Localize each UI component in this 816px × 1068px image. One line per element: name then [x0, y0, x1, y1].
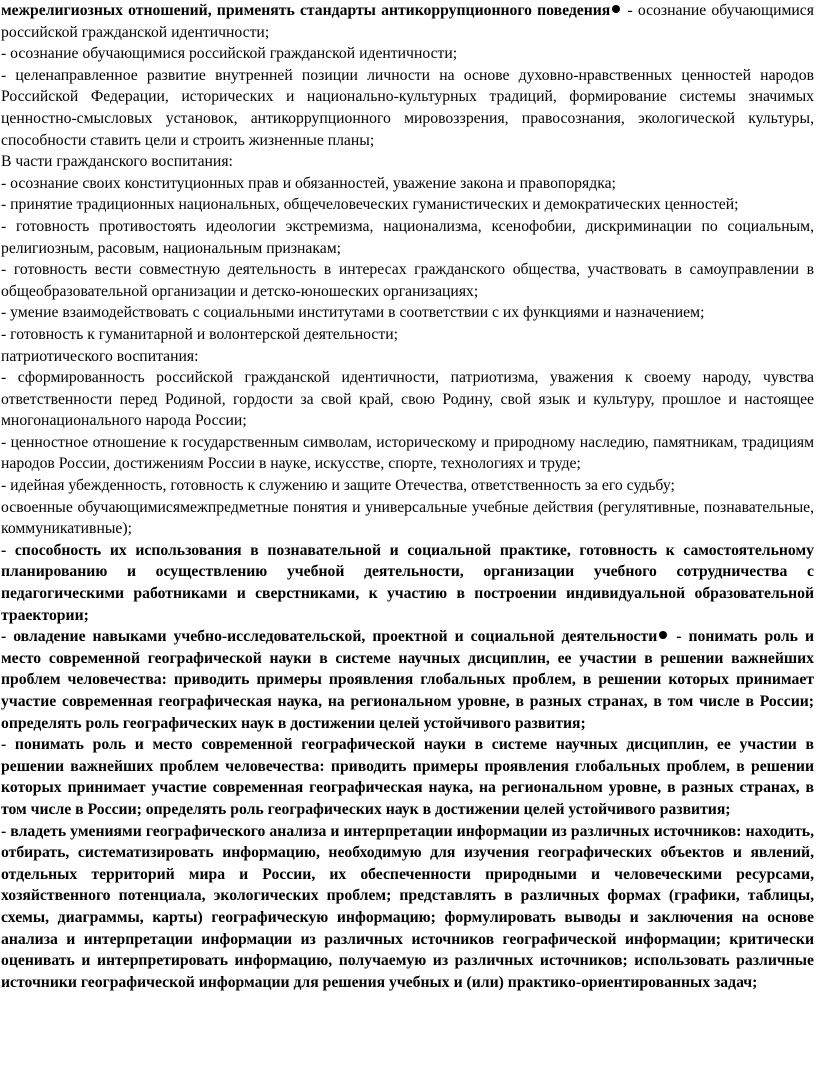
paragraph-text: межрелигиозных отношений, применять стандарты антикоррупционного поведения	[1, 2, 611, 19]
paragraph-text: - сформированность российской гражданской идентичности, патриотизма, уважения к своему народу, чувства ответственности перед Родиной, гордости за свой край, свою Родину, свой язык и культуру, прошлое и настоящее многонационального народа России;	[1, 369, 814, 430]
paragraph-text: - осознание обучающимися российской гражданской идентичности;	[1, 2, 814, 41]
paragraph	[1, 497, 814, 540]
paragraph	[1, 324, 814, 346]
paragraph	[1, 43, 814, 65]
paragraph	[1, 734, 814, 820]
paragraph	[1, 626, 814, 734]
paragraph-text: - целенаправленное развитие внутренней позиции личности на основе духовно-нравственных ценностей народов Российской Федерации, исторических и национально-культурных традиций, формирование системы значимых ценностно-смысловых установок, антикоррупционного мировоззрения, правосознания, экологической культуры, способности ставить цели и строить жизненные планы;	[1, 66, 814, 149]
paragraph	[1, 194, 814, 216]
bullet-dot-icon	[659, 631, 667, 639]
paragraph	[1, 151, 814, 173]
bullet-dot-icon	[612, 5, 620, 13]
paragraph-text: - владеть умениями географического анализа и интерпретации информации из различных источников: находить, отбирать, систематизировать информацию, необходимую для изучения географических объектов и явлений, отдельных территорий мира и России, их обеспеченности природными и человеческими ресурсами, хозяйственного потенциала, экологических проблем; представлять в различных формах (графики, таблицы, схемы, диаграммы, карты) географическую информацию; формулировать выводы и заключения на основе анализа и интерпретации информации из различных источников географической информации; критически оценивать и интерпретировать информацию, получаемую из различных источников; использовать различные источники географической информации для решения учебных и (или) практико-ориентированных задач;	[1, 822, 814, 991]
paragraph	[1, 475, 814, 497]
paragraph	[1, 173, 814, 195]
paragraph-text: - осознание обучающимися российской гражданской идентичности;	[1, 45, 458, 63]
paragraph	[1, 259, 814, 302]
paragraph-text: - ценностное отношение к государственным символам, историческому и природному наследию, памятникам, традициям народов России, достижениям России в науке, искусстве, спорте, технологиях и труде;	[1, 433, 814, 473]
paragraph-text: - умение взаимодействовать с социальными институтами в соответствии с их функциями и назначением;	[1, 304, 705, 322]
paragraph-text: - способность их использования в познавательной и социальной практике, готовность к самостоятельному планированию и осуществлению учебной деятельности, организации учебного сотрудничества с педагогическими работниками и сверстниками, к участию в построении индивидуальной образовательной траектории;	[1, 541, 814, 624]
paragraph	[1, 432, 814, 475]
paragraph-text: освоенные обучающимисямежпредметные понятия и универсальные учебные действия (регулятивные, познавательные, коммуникативные);	[1, 498, 814, 538]
paragraph	[1, 367, 814, 432]
paragraph	[1, 216, 814, 259]
paragraph	[1, 65, 814, 151]
paragraph-text: - понимать роль и место современной географической науки в системе научных дисциплин, ее участии в решении важнейших проблем человечества: приводить примеры проявления глобальных проблем, в решении которых принимает участие современная географическая наука, на региональном уровне, в разных странах, в том числе в России; определять роль географических наук в достижении целей устойчивого развития;	[1, 736, 814, 818]
paragraph-text: - идейная убежденность, готовность к служению и защите Отечества, ответственность за его судьбу;	[1, 477, 675, 495]
paragraph	[1, 821, 814, 994]
paragraph	[1, 302, 814, 324]
paragraph-text: патриотического воспитания:	[1, 347, 199, 365]
paragraph-text: - готовность вести совместную деятельность в интересах гражданского общества, участвовать в самоуправлении в общеобразовательной организации и детско-юношеских организациях;	[1, 261, 814, 300]
paragraph	[1, 346, 814, 368]
paragraph	[1, 540, 814, 626]
paragraph-text: - готовность к гуманитарной и волонтерской деятельности;	[1, 325, 398, 343]
paragraph-text: - осознание своих конституционных прав и обязанностей, уважение закона и правопорядка;	[1, 174, 616, 192]
paragraph-text: В части гражданского воспитания:	[1, 153, 233, 171]
paragraph-text: - готовность противостоять идеологии экстремизма, национализма, ксенофобии, дискриминации по социальным, религиозным, расовым, национальным признакам;	[1, 217, 814, 257]
paragraph	[1, 0, 814, 43]
paragraph-text: - принятие традиционных национальных, общечеловеческих гуманистических и демократических ценностей;	[1, 196, 739, 214]
paragraph-text: - овладение навыками учебно-исследовательской, проектной и социальной деятельности	[1, 628, 658, 646]
paragraph-text: - понимать роль и место современной географической науки в системе научных дисциплин, ее участии в решении важнейших проблем человечества: приводить примеры проявления глобальных проблем, в решении которых принимает участие современная географическая наука, на региональном уровне, в разных странах, в том числе в России; определять роль географических наук в достижении целей устойчивого развития;	[1, 628, 815, 732]
